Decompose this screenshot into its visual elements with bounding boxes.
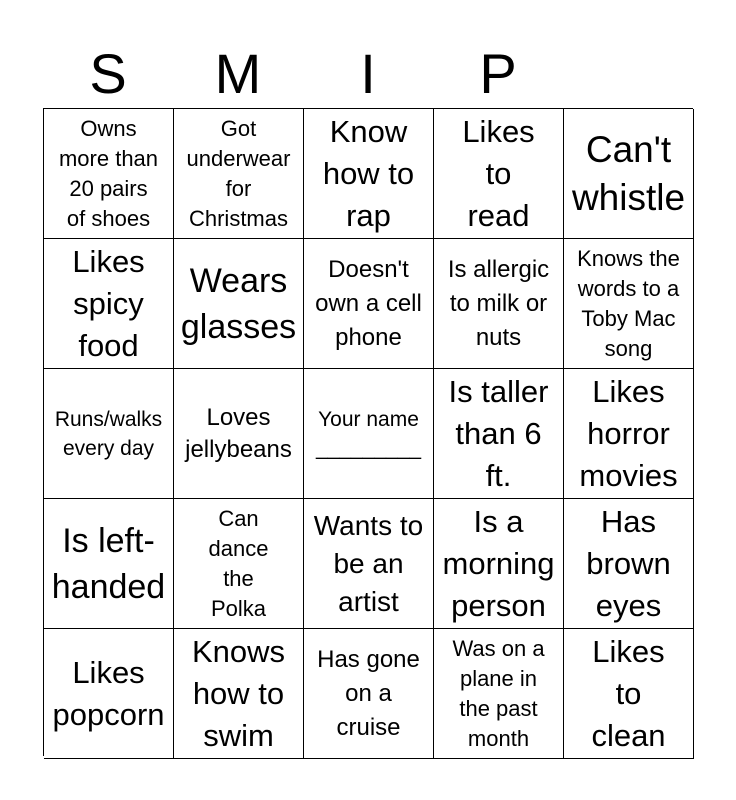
bingo-cell[interactable]: [44, 109, 174, 239]
bingo-board: [43, 108, 693, 756]
bingo-cell[interactable]: [44, 629, 174, 759]
bingo-cell[interactable]: [564, 239, 694, 369]
cell-text: Wants to be an artist: [313, 509, 424, 617]
cell-text: Your name _________: [315, 407, 422, 460]
bingo-cell[interactable]: [44, 499, 174, 629]
bingo-cell[interactable]: [174, 369, 304, 499]
cell-text: Runs/walks every day: [54, 407, 163, 460]
bingo-cell[interactable]: [174, 499, 304, 629]
cell-text: Likes to read: [462, 113, 535, 233]
bingo-cell[interactable]: [564, 369, 694, 499]
bingo-cell[interactable]: [304, 499, 434, 629]
bingo-cell[interactable]: [434, 239, 564, 369]
cell-text: Knows the words to a Toby Mac song: [577, 245, 680, 361]
header-letter-5: [563, 40, 693, 108]
cell-text: Knows how to swim: [191, 633, 286, 753]
cell-text: Was on a plane in the past month: [452, 635, 545, 751]
cell-text: Has brown eyes: [586, 503, 671, 623]
cell-text: Is left- handed: [51, 521, 166, 606]
cell-text: Has gone on a cruise: [317, 645, 420, 741]
header-letter-4: P: [479, 42, 517, 105]
cell-text: Likes popcorn: [52, 654, 165, 732]
bingo-cell[interactable]: [304, 109, 434, 239]
bingo-cell[interactable]: [434, 369, 564, 499]
bingo-cell[interactable]: [434, 109, 564, 239]
cell-text: Got underwear for Christmas: [186, 115, 291, 231]
bingo-cell[interactable]: [174, 109, 304, 239]
header-letter-2: M: [214, 42, 262, 105]
cell-text: Can dance the Polka: [208, 505, 269, 621]
cell-text: Likes spicy food: [72, 243, 145, 363]
bingo-cell[interactable]: [174, 629, 304, 759]
cell-text: Wears glasses: [180, 261, 297, 346]
bingo-cell[interactable]: [434, 499, 564, 629]
bingo-cell[interactable]: [44, 369, 174, 499]
bingo-cell[interactable]: [304, 629, 434, 759]
free-space-cell[interactable]: [304, 369, 434, 499]
cell-text: Is a morning person: [442, 503, 555, 623]
cell-text: Owns more than 20 pairs of shoes: [58, 115, 159, 231]
bingo-cell[interactable]: [564, 629, 694, 759]
bingo-header: [43, 40, 693, 108]
bingo-cell[interactable]: [44, 239, 174, 369]
cell-text: Is taller than 6 ft.: [448, 373, 549, 493]
bingo-cell[interactable]: [174, 239, 304, 369]
bingo-cell[interactable]: [434, 629, 564, 759]
header-letter-3: I: [360, 42, 376, 105]
cell-text: Doesn't own a cell phone: [315, 255, 422, 351]
cell-text: Is allergic to milk or nuts: [447, 255, 550, 351]
cell-text: Can't whistle: [571, 128, 686, 218]
bingo-cell[interactable]: [304, 239, 434, 369]
bingo-cell[interactable]: [564, 109, 694, 239]
header-letter-1: S: [89, 42, 127, 105]
cell-text: Know how to rap: [322, 113, 415, 233]
cell-text: Likes to clean: [591, 633, 666, 753]
bingo-cell[interactable]: [564, 499, 694, 629]
cell-text: Likes horror movies: [579, 373, 678, 493]
cell-text: Loves jellybeans: [185, 403, 292, 463]
